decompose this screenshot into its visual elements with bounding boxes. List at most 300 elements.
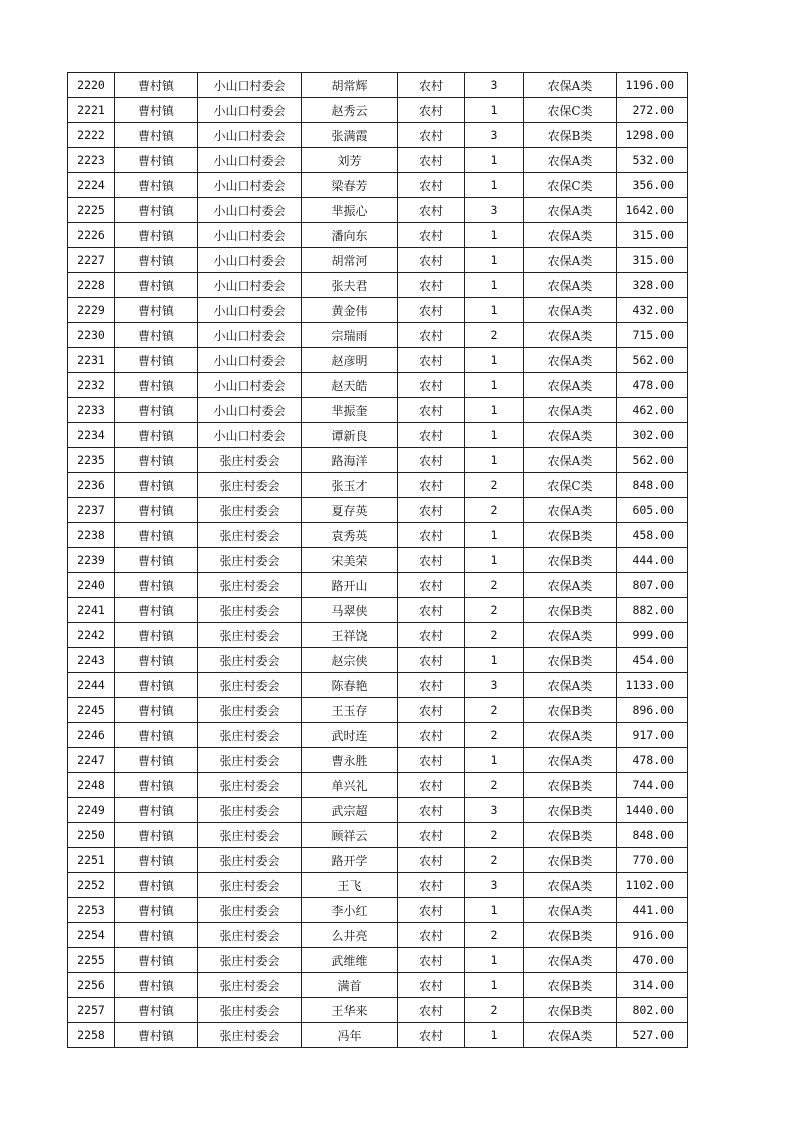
table-cell: 农保A类 <box>524 298 617 323</box>
table-cell: 444.00 <box>617 548 688 573</box>
table-row <box>68 773 688 798</box>
table-cell: 曹村镇 <box>115 698 198 723</box>
table-cell: 农保A类 <box>524 673 617 698</box>
table-cell: 562.00 <box>617 348 688 373</box>
table-row <box>68 1023 688 1048</box>
table-cell: 农保B类 <box>524 973 617 998</box>
table-cell: 2 <box>465 623 524 648</box>
table-cell: 农村 <box>398 248 465 273</box>
table-cell: 315.00 <box>617 223 688 248</box>
table-cell: 2245 <box>68 698 115 723</box>
table-cell: 曹村镇 <box>115 948 198 973</box>
table-cell: 曹村镇 <box>115 848 198 873</box>
table-cell: 农保B类 <box>524 548 617 573</box>
table-row <box>68 848 688 873</box>
table-cell: 2226 <box>68 223 115 248</box>
table-cell: 农村 <box>398 973 465 998</box>
table-cell: 曹村镇 <box>115 398 198 423</box>
table-cell: 农保B类 <box>524 798 617 823</box>
table-cell: 张庄村委会 <box>198 523 302 548</box>
table-cell: 张庄村委会 <box>198 598 302 623</box>
table-cell: 曹永胜 <box>302 748 398 773</box>
table-row <box>68 223 688 248</box>
table-cell: 武维维 <box>302 948 398 973</box>
table-cell: 曹村镇 <box>115 348 198 373</box>
table-row <box>68 373 688 398</box>
table-cell: 农村 <box>398 348 465 373</box>
table-cell: 2230 <box>68 323 115 348</box>
table-cell: 1 <box>465 898 524 923</box>
table-cell: 农村 <box>398 398 465 423</box>
table-cell: 袁秀英 <box>302 523 398 548</box>
table-cell: 2 <box>465 323 524 348</box>
table-cell: 张庄村委会 <box>198 798 302 823</box>
table-cell: 807.00 <box>617 573 688 598</box>
table-cell: 曹村镇 <box>115 623 198 648</box>
table-row <box>68 523 688 548</box>
table-cell: 农村 <box>398 998 465 1023</box>
table-cell: 农村 <box>398 423 465 448</box>
table-row <box>68 923 688 948</box>
table-cell: 曹村镇 <box>115 548 198 573</box>
table-cell: 农村 <box>398 273 465 298</box>
table-cell: 陈春艳 <box>302 673 398 698</box>
table-cell: 农村 <box>398 873 465 898</box>
table-cell: 999.00 <box>617 623 688 648</box>
table-cell: 农保A类 <box>524 723 617 748</box>
table-cell: 张庄村委会 <box>198 723 302 748</box>
table-body <box>68 73 688 1048</box>
table-cell: 单兴礼 <box>302 773 398 798</box>
table-row <box>68 648 688 673</box>
table-cell: 农保B类 <box>524 823 617 848</box>
table-cell: 曹村镇 <box>115 473 198 498</box>
table-cell: 曹村镇 <box>115 673 198 698</box>
table-cell: 2250 <box>68 823 115 848</box>
table-cell: 农村 <box>398 948 465 973</box>
table-cell: 张庄村委会 <box>198 898 302 923</box>
table-row <box>68 473 688 498</box>
table-cell: 2234 <box>68 423 115 448</box>
table-row <box>68 698 688 723</box>
table-cell: 458.00 <box>617 523 688 548</box>
table-cell: 农村 <box>398 898 465 923</box>
table-cell: 农村 <box>398 548 465 573</box>
table-cell: 1 <box>465 398 524 423</box>
table-cell: 农村 <box>398 298 465 323</box>
table-cell: 356.00 <box>617 173 688 198</box>
table-cell: 赵宗侠 <box>302 648 398 673</box>
table-row <box>68 623 688 648</box>
table-cell: 2231 <box>68 348 115 373</box>
table-row <box>68 973 688 998</box>
table-cell: 曹村镇 <box>115 173 198 198</box>
table-cell: 胡常河 <box>302 248 398 273</box>
table-cell: 802.00 <box>617 998 688 1023</box>
table-cell: 2 <box>465 498 524 523</box>
table-cell: 2 <box>465 848 524 873</box>
table-cell: 李小红 <box>302 898 398 923</box>
table-cell: 农保A类 <box>524 573 617 598</box>
table-cell: 2 <box>465 723 524 748</box>
table-row <box>68 873 688 898</box>
table-cell: 张庄村委会 <box>198 698 302 723</box>
table-row <box>68 198 688 223</box>
table-cell: 夏存英 <box>302 498 398 523</box>
table-cell: 2242 <box>68 623 115 648</box>
table-row <box>68 748 688 773</box>
table-cell: 路开山 <box>302 573 398 598</box>
table-cell: 770.00 <box>617 848 688 873</box>
table-cell: 农保B类 <box>524 923 617 948</box>
table-cell: 张庄村委会 <box>198 748 302 773</box>
table-cell: 么井亮 <box>302 923 398 948</box>
table-cell: 2253 <box>68 898 115 923</box>
table-cell: 农村 <box>398 773 465 798</box>
table-cell: 2222 <box>68 123 115 148</box>
table-cell: 农保C类 <box>524 473 617 498</box>
table-cell: 小山口村委会 <box>198 248 302 273</box>
table-cell: 曹村镇 <box>115 73 198 98</box>
table-cell: 2240 <box>68 573 115 598</box>
table-cell: 张夫君 <box>302 273 398 298</box>
table-cell: 曹村镇 <box>115 248 198 273</box>
table-cell: 314.00 <box>617 973 688 998</box>
table-cell: 农保A类 <box>524 248 617 273</box>
table-cell: 小山口村委会 <box>198 148 302 173</box>
table-cell: 张庄村委会 <box>198 973 302 998</box>
table-cell: 农保A类 <box>524 623 617 648</box>
table-row <box>68 73 688 98</box>
table-cell: 农村 <box>398 448 465 473</box>
table-cell: 农村 <box>398 98 465 123</box>
table-cell: 农保A类 <box>524 323 617 348</box>
table-cell: 3 <box>465 673 524 698</box>
table-cell: 王飞 <box>302 873 398 898</box>
table-cell: 农保B类 <box>524 998 617 1023</box>
table-cell: 农村 <box>398 573 465 598</box>
table-cell: 农保A类 <box>524 373 617 398</box>
table-cell: 小山口村委会 <box>198 273 302 298</box>
table-cell: 272.00 <box>617 98 688 123</box>
table-cell: 赵彦明 <box>302 348 398 373</box>
table-cell: 小山口村委会 <box>198 323 302 348</box>
table-cell: 478.00 <box>617 748 688 773</box>
table-cell: 曹村镇 <box>115 298 198 323</box>
table-cell: 1298.00 <box>617 123 688 148</box>
table-cell: 农村 <box>398 73 465 98</box>
table-cell: 1 <box>465 298 524 323</box>
table-cell: 农村 <box>398 148 465 173</box>
table-cell: 张庄村委会 <box>198 548 302 573</box>
table-cell: 小山口村委会 <box>198 173 302 198</box>
table-cell: 农村 <box>398 748 465 773</box>
table-cell: 2255 <box>68 948 115 973</box>
table-cell: 曹村镇 <box>115 523 198 548</box>
table-row <box>68 823 688 848</box>
table-row <box>68 898 688 923</box>
table-cell: 曹村镇 <box>115 198 198 223</box>
table-cell: 1 <box>465 423 524 448</box>
table-row <box>68 348 688 373</box>
table-cell: 农村 <box>398 698 465 723</box>
table-cell: 农村 <box>398 923 465 948</box>
table-cell: 2233 <box>68 398 115 423</box>
table-cell: 农村 <box>398 173 465 198</box>
table-cell: 2237 <box>68 498 115 523</box>
table-cell: 张庄村委会 <box>198 1023 302 1048</box>
table-cell: 农保B类 <box>524 598 617 623</box>
table-cell: 2224 <box>68 173 115 198</box>
table-cell: 曹村镇 <box>115 98 198 123</box>
table-cell: 882.00 <box>617 598 688 623</box>
table-cell: 张庄村委会 <box>198 623 302 648</box>
table-cell: 1 <box>465 523 524 548</box>
table-cell: 2221 <box>68 98 115 123</box>
table-cell: 1440.00 <box>617 798 688 823</box>
table-cell: 梁春芳 <box>302 173 398 198</box>
table-cell: 农保C类 <box>524 98 617 123</box>
table-cell: 芈振奎 <box>302 398 398 423</box>
table-cell: 农村 <box>398 523 465 548</box>
table-cell: 刘芳 <box>302 148 398 173</box>
table-cell: 2258 <box>68 1023 115 1048</box>
table-cell: 3 <box>465 123 524 148</box>
table-cell: 315.00 <box>617 248 688 273</box>
table-cell: 曹村镇 <box>115 798 198 823</box>
table-cell: 2243 <box>68 648 115 673</box>
table-cell: 农村 <box>398 498 465 523</box>
table-cell: 3 <box>465 73 524 98</box>
table-cell: 曹村镇 <box>115 448 198 473</box>
table-row <box>68 598 688 623</box>
table-cell: 3 <box>465 198 524 223</box>
table-row <box>68 448 688 473</box>
table-cell: 1196.00 <box>617 73 688 98</box>
table-row <box>68 798 688 823</box>
table-row <box>68 298 688 323</box>
table-cell: 曹村镇 <box>115 873 198 898</box>
table-cell: 曹村镇 <box>115 1023 198 1048</box>
table-cell: 张庄村委会 <box>198 998 302 1023</box>
table-cell: 2254 <box>68 923 115 948</box>
table-cell: 848.00 <box>617 823 688 848</box>
table-cell: 2 <box>465 598 524 623</box>
table-cell: 3 <box>465 873 524 898</box>
table-cell: 527.00 <box>617 1023 688 1048</box>
table-cell: 432.00 <box>617 298 688 323</box>
table-row <box>68 548 688 573</box>
table-cell: 张庄村委会 <box>198 448 302 473</box>
table-cell: 小山口村委会 <box>198 198 302 223</box>
table-cell: 农村 <box>398 723 465 748</box>
table-cell: 农保A类 <box>524 873 617 898</box>
table-cell: 1 <box>465 173 524 198</box>
data-table <box>67 72 688 1048</box>
table-cell: 张玉才 <box>302 473 398 498</box>
table-cell: 农保A类 <box>524 448 617 473</box>
table-cell: 农村 <box>398 598 465 623</box>
table-cell: 张庄村委会 <box>198 673 302 698</box>
table-cell: 1 <box>465 948 524 973</box>
table-cell: 武宗超 <box>302 798 398 823</box>
table-cell: 小山口村委会 <box>198 398 302 423</box>
table-row <box>68 673 688 698</box>
table-cell: 农保B类 <box>524 523 617 548</box>
table-cell: 2235 <box>68 448 115 473</box>
table-cell: 农保B类 <box>524 698 617 723</box>
table-row <box>68 148 688 173</box>
table-cell: 张庄村委会 <box>198 773 302 798</box>
table-cell: 2 <box>465 998 524 1023</box>
table-cell: 曹村镇 <box>115 573 198 598</box>
table-row <box>68 573 688 598</box>
table-cell: 曹村镇 <box>115 498 198 523</box>
table-cell: 2248 <box>68 773 115 798</box>
table-cell: 曹村镇 <box>115 123 198 148</box>
table-row <box>68 273 688 298</box>
table-row <box>68 173 688 198</box>
table-cell: 562.00 <box>617 448 688 473</box>
table-cell: 农保A类 <box>524 223 617 248</box>
table-row <box>68 723 688 748</box>
table-cell: 曹村镇 <box>115 898 198 923</box>
table-cell: 农保A类 <box>524 1023 617 1048</box>
table-cell: 1 <box>465 348 524 373</box>
table-cell: 宋美荣 <box>302 548 398 573</box>
table-cell: 1 <box>465 98 524 123</box>
table-cell: 曹村镇 <box>115 823 198 848</box>
table-cell: 农村 <box>398 198 465 223</box>
table-cell: 3 <box>465 798 524 823</box>
table-cell: 芈振心 <box>302 198 398 223</box>
table-cell: 曹村镇 <box>115 373 198 398</box>
table-cell: 478.00 <box>617 373 688 398</box>
table-row <box>68 423 688 448</box>
table-row <box>68 498 688 523</box>
table-cell: 路海洋 <box>302 448 398 473</box>
table-cell: 1 <box>465 748 524 773</box>
table-cell: 农保A类 <box>524 498 617 523</box>
table-cell: 张庄村委会 <box>198 873 302 898</box>
table-cell: 曹村镇 <box>115 998 198 1023</box>
table-cell: 曹村镇 <box>115 323 198 348</box>
table-cell: 2257 <box>68 998 115 1023</box>
table-cell: 2 <box>465 573 524 598</box>
table-cell: 小山口村委会 <box>198 223 302 248</box>
table-cell: 328.00 <box>617 273 688 298</box>
table-cell: 2223 <box>68 148 115 173</box>
table-cell: 1102.00 <box>617 873 688 898</box>
table-cell: 农保B类 <box>524 773 617 798</box>
table-cell: 农村 <box>398 1023 465 1048</box>
table-cell: 农保A类 <box>524 898 617 923</box>
table-cell: 小山口村委会 <box>198 423 302 448</box>
table-cell: 黄金伟 <box>302 298 398 323</box>
table-cell: 农村 <box>398 123 465 148</box>
table-cell: 1 <box>465 223 524 248</box>
table-cell: 王华来 <box>302 998 398 1023</box>
table-cell: 1 <box>465 973 524 998</box>
table-cell: 马翠侠 <box>302 598 398 623</box>
table-row <box>68 323 688 348</box>
table-cell: 1 <box>465 273 524 298</box>
table-cell: 2225 <box>68 198 115 223</box>
table-cell: 满首 <box>302 973 398 998</box>
table-cell: 小山口村委会 <box>198 98 302 123</box>
table-cell: 农保A类 <box>524 398 617 423</box>
table-row <box>68 998 688 1023</box>
table-cell: 农村 <box>398 798 465 823</box>
table-cell: 2251 <box>68 848 115 873</box>
table-cell: 农保A类 <box>524 273 617 298</box>
table-cell: 农保C类 <box>524 173 617 198</box>
table-cell: 454.00 <box>617 648 688 673</box>
table-cell: 农保A类 <box>524 148 617 173</box>
table-row <box>68 948 688 973</box>
table-cell: 2 <box>465 773 524 798</box>
table-cell: 张庄村委会 <box>198 648 302 673</box>
table-cell: 曹村镇 <box>115 223 198 248</box>
table-cell: 农保A类 <box>524 948 617 973</box>
table-cell: 2247 <box>68 748 115 773</box>
table-cell: 917.00 <box>617 723 688 748</box>
table-cell: 冯年 <box>302 1023 398 1048</box>
table-row <box>68 98 688 123</box>
table-cell: 曹村镇 <box>115 923 198 948</box>
table-cell: 715.00 <box>617 323 688 348</box>
table-cell: 农村 <box>398 823 465 848</box>
table-cell: 农村 <box>398 623 465 648</box>
table-cell: 2256 <box>68 973 115 998</box>
table-cell: 2 <box>465 823 524 848</box>
table-cell: 张庄村委会 <box>198 498 302 523</box>
table-cell: 916.00 <box>617 923 688 948</box>
table-cell: 小山口村委会 <box>198 73 302 98</box>
table-cell: 农保A类 <box>524 348 617 373</box>
table-cell: 武时连 <box>302 723 398 748</box>
table-cell: 2239 <box>68 548 115 573</box>
table-cell: 农保A类 <box>524 73 617 98</box>
table-cell: 农保B类 <box>524 848 617 873</box>
table-cell: 张庄村委会 <box>198 573 302 598</box>
table-cell: 1 <box>465 148 524 173</box>
table-cell: 2 <box>465 473 524 498</box>
table-cell: 896.00 <box>617 698 688 723</box>
table-cell: 470.00 <box>617 948 688 973</box>
table-cell: 农保B类 <box>524 648 617 673</box>
table-cell: 王祥饶 <box>302 623 398 648</box>
table-cell: 赵天皓 <box>302 373 398 398</box>
table-cell: 744.00 <box>617 773 688 798</box>
table-cell: 曹村镇 <box>115 273 198 298</box>
table-cell: 张庄村委会 <box>198 473 302 498</box>
table-cell: 农保A类 <box>524 748 617 773</box>
table-cell: 农保A类 <box>524 198 617 223</box>
table-cell: 张庄村委会 <box>198 923 302 948</box>
table-cell: 赵秀云 <box>302 98 398 123</box>
table-cell: 路开学 <box>302 848 398 873</box>
table-cell: 2228 <box>68 273 115 298</box>
table-cell: 1 <box>465 248 524 273</box>
table-cell: 2246 <box>68 723 115 748</box>
table-row <box>68 248 688 273</box>
table-cell: 曹村镇 <box>115 773 198 798</box>
table-cell: 宗瑞雨 <box>302 323 398 348</box>
table-cell: 1 <box>465 448 524 473</box>
table-cell: 1642.00 <box>617 198 688 223</box>
table-cell: 1 <box>465 548 524 573</box>
